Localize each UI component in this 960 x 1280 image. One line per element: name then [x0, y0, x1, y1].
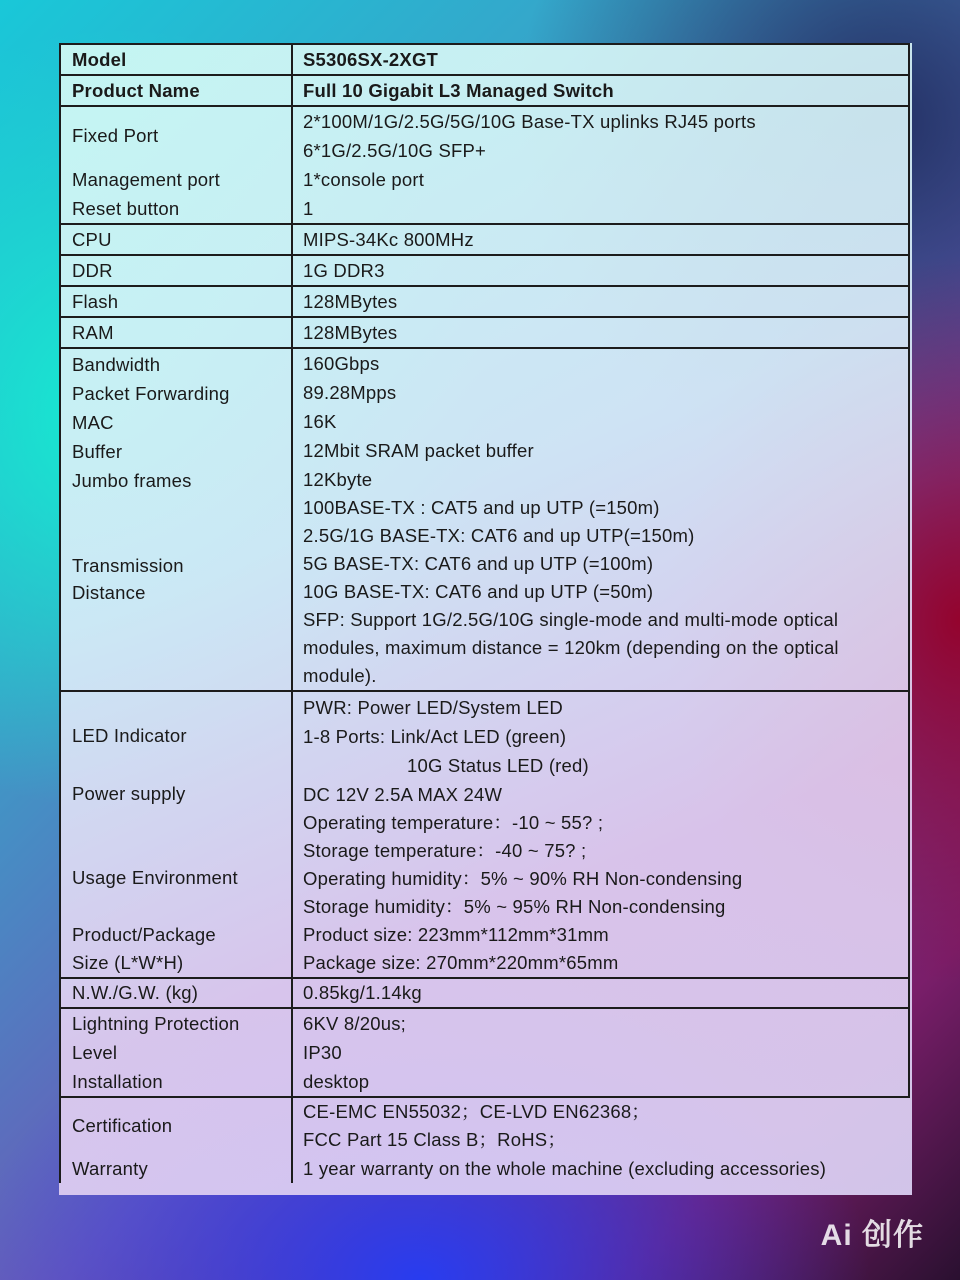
table-row [60, 286, 909, 317]
spec-label [60, 106, 292, 224]
label-ram: RAM [72, 322, 114, 343]
label-size: Size (L*W*H) [72, 952, 184, 973]
spec-label [60, 1097, 292, 1183]
spec-value [292, 1097, 909, 1183]
label-mac: MAC [72, 411, 114, 433]
table-row [60, 1097, 909, 1183]
spacer [72, 750, 291, 779]
value-line: SFP: Support 1G/2.5G/10G single-mode and multi-mode optical [303, 609, 839, 630]
label-lightning-protection: Lightning Protection [72, 1013, 240, 1034]
label-bandwidth: Bandwidth [72, 353, 161, 375]
spec-value [292, 691, 909, 978]
value-line: 160Gbps [303, 353, 380, 374]
label-certification: Certification [72, 1115, 173, 1136]
spacer [72, 524, 291, 553]
value-line: 5G BASE-TX: CAT6 and up UTP (=100m) [303, 553, 654, 574]
value-line: Operating temperature：-10 ~ 55? ; [303, 811, 604, 833]
value-line: modules, maximum distance = 120km (depending on the optical [303, 637, 839, 658]
spec-value [292, 978, 909, 1008]
spec-label [60, 75, 292, 106]
value-product-name: Full 10 Gigabit L3 Managed Switch [303, 80, 614, 101]
value-line: 2*100M/1G/2.5G/5G/10G Base-TX uplinks RJ45 ports [303, 111, 756, 132]
label-model: Model [72, 49, 127, 70]
label-led-indicator: LED Indicator [72, 725, 187, 746]
value-line: 12Kbyte [303, 469, 373, 490]
spec-table [59, 43, 910, 1183]
label-ddr: DDR [72, 260, 113, 281]
table-row [60, 348, 909, 691]
spec-label [60, 255, 292, 286]
table-row [60, 224, 909, 255]
value-line: Storage humidity：5% ~ 95% RH Non-condensing [303, 895, 726, 917]
label-flash: Flash [72, 291, 119, 312]
spec-value [292, 317, 909, 348]
value-line: 12Mbit SRAM packet buffer [303, 440, 534, 461]
value-line: 10G BASE-TX: CAT6 and up UTP (=50m) [303, 581, 654, 602]
spec-value [292, 224, 909, 255]
value-flash: 128MBytes [303, 291, 398, 312]
value-line: Package size: 270mm*220mm*65mm [303, 951, 619, 973]
label-warranty: Warranty [72, 1158, 148, 1179]
table-row [60, 75, 909, 106]
value-line: FCC Part 15 Class B；RoHS； [303, 1129, 567, 1150]
value-line: 10G Status LED (red) [407, 754, 589, 776]
value-ddr: 1G DDR3 [303, 260, 385, 281]
spacer [72, 808, 291, 835]
value-line: 1-8 Ports: Link/Act LED (green) [303, 725, 567, 747]
label-fixed-port: Fixed Port [72, 125, 159, 146]
label-weight: N.W./G.W. (kg) [72, 982, 199, 1003]
value-line: 1*console port [303, 169, 425, 190]
value-line: 6*1G/2.5G/10G SFP+ [303, 140, 487, 161]
value-model: S5306SX-2XGT [303, 49, 439, 70]
value-ram: 128MBytes [303, 322, 398, 343]
label-level: Level [72, 1042, 118, 1063]
value-cpu: MIPS-34Kc 800MHz [303, 229, 474, 250]
spec-value [292, 106, 909, 224]
spec-label [60, 1008, 292, 1097]
value-line: Operating humidity：5% ~ 90% RH Non-condensing [303, 867, 743, 889]
value-line: 1 [303, 198, 314, 219]
label-reset-button: Reset button [72, 198, 180, 219]
spec-value [292, 255, 909, 286]
spec-label [60, 348, 292, 691]
spacer [72, 692, 291, 721]
spec-label [60, 691, 292, 978]
value-line: 89.28Mpps [303, 382, 397, 403]
value-line: 16K [303, 411, 337, 432]
value-line: desktop [303, 1071, 370, 1092]
table-row [60, 317, 909, 348]
label-jumbo-frames: Jumbo frames [72, 469, 192, 491]
spacer [72, 607, 291, 690]
value-line: 2.5G/1G BASE-TX: CAT6 and up UTP(=150m) [303, 525, 695, 546]
label-cpu: CPU [72, 229, 112, 250]
value-line: Product size: 223mm*112mm*31mm [303, 923, 609, 945]
spec-label [60, 44, 292, 75]
label-distance: Distance [72, 581, 146, 603]
spec-value [292, 348, 909, 691]
value-line: CE-EMC EN55032；CE-LVD EN62368； [303, 1101, 651, 1122]
value-line: 1 year warranty on the whole machine (excluding accessories) [303, 1158, 827, 1179]
value-line: 100BASE-TX : CAT5 and up UTP (=150m) [303, 497, 660, 518]
spec-label [60, 224, 292, 255]
label-management-port: Management port [72, 169, 221, 190]
label-transmission: Transmission [72, 554, 184, 576]
table-row [60, 44, 909, 75]
label-buffer: Buffer [72, 440, 123, 462]
spec-label [60, 286, 292, 317]
spec-value [292, 1008, 909, 1097]
value-line: module). [303, 665, 377, 686]
table-row [60, 106, 909, 224]
spec-value [292, 286, 909, 317]
value-line: Storage temperature：-40 ~ 75? ; [303, 839, 587, 861]
ai-watermark: Ai 创作 [820, 1219, 924, 1252]
label-product-package: Product/Package [72, 924, 216, 945]
spec-value [292, 44, 909, 75]
table-row [60, 255, 909, 286]
value-line: PWR: Power LED/System LED [303, 696, 563, 718]
spacer [72, 495, 291, 524]
table-row [60, 978, 909, 1008]
value-weight: 0.85kg/1.14kg [303, 982, 422, 1003]
spec-label [60, 317, 292, 348]
label-power-supply: Power supply [72, 783, 186, 804]
table-row [60, 691, 909, 978]
spec-label [60, 978, 292, 1008]
label-product-name: Product Name [72, 80, 200, 101]
label-installation: Installation [72, 1071, 163, 1092]
label-packet-forwarding: Packet Forwarding [72, 382, 230, 404]
table-row [60, 1008, 909, 1097]
spec-value [292, 75, 909, 106]
value-line: DC 12V 2.5A MAX 24W [303, 783, 503, 805]
label-usage-environment: Usage Environment [72, 867, 238, 888]
value-line: 6KV 8/20us; [303, 1013, 406, 1034]
value-line: IP30 [303, 1042, 342, 1063]
